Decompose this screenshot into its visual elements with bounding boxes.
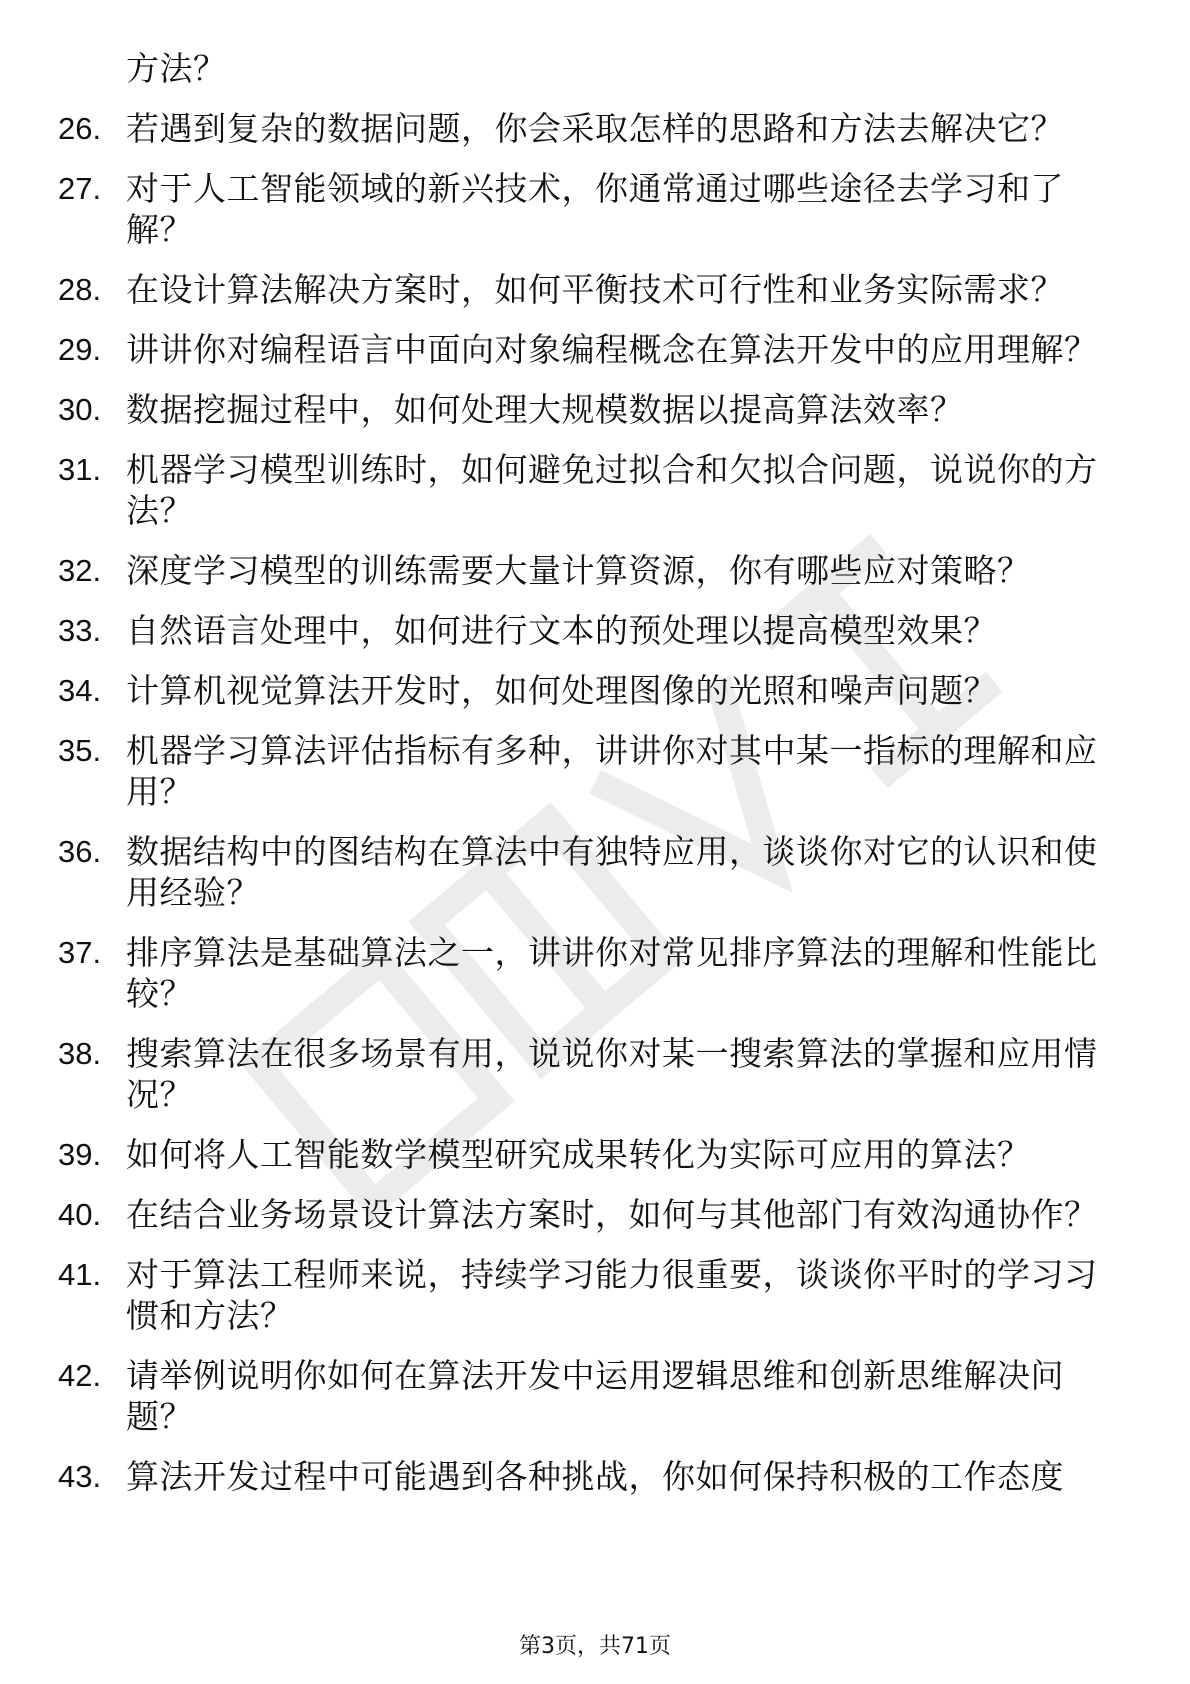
question-text: 数据挖掘过程中，如何处理大规模数据以提高算法效率？ bbox=[126, 390, 964, 429]
question-item bbox=[0, 932, 1190, 1014]
question-number: 43. bbox=[58, 1459, 102, 1494]
question-item bbox=[0, 550, 1190, 591]
question-number: 39. bbox=[58, 1137, 102, 1172]
question-item bbox=[0, 168, 1190, 250]
question-item bbox=[0, 1194, 1190, 1235]
question-text: 自然语言处理中，如何进行文本的预处理以提高模型效果？ bbox=[126, 611, 997, 650]
question-number: 34. bbox=[58, 673, 102, 708]
question-number: 30. bbox=[58, 392, 102, 427]
question-item bbox=[0, 730, 1190, 812]
question-text: 在结合业务场景设计算法方案时，如何与其他部门有效沟通协作？ bbox=[126, 1195, 1098, 1234]
question-text: 讲讲你对编程语言中面向对象编程概念在算法开发中的应用理解？ bbox=[126, 330, 1098, 369]
question-text: 若遇到复杂的数据问题，你会采取怎样的思路和方法去解决它？ bbox=[126, 109, 1064, 148]
question-number: 40. bbox=[58, 1197, 102, 1232]
question-item bbox=[0, 329, 1190, 370]
question-item bbox=[0, 670, 1190, 711]
question-item bbox=[0, 449, 1190, 531]
question-number: 33. bbox=[58, 613, 102, 648]
question-number: 28. bbox=[58, 272, 102, 307]
question-item bbox=[0, 610, 1190, 651]
question-item bbox=[0, 389, 1190, 430]
question-item bbox=[0, 1456, 1190, 1497]
question-number: 38. bbox=[58, 1036, 102, 1071]
question-text: 在设计算法解决方案时，如何平衡技术可行性和业务实际需求？ bbox=[126, 270, 1064, 309]
question-text: 请举例说明你如何在算法开发中运用逻辑思维和创新思维解决问题？ bbox=[126, 1356, 1064, 1436]
question-item bbox=[0, 269, 1190, 310]
question-text: 计算机视觉算法开发时，如何处理图像的光照和噪声问题？ bbox=[126, 671, 997, 710]
question-list bbox=[0, 48, 1190, 1516]
question-text: 如何将人工智能数学模型研究成果转化为实际可应用的算法？ bbox=[126, 1135, 1031, 1174]
question-number: 37. bbox=[58, 935, 102, 970]
question-number: 36. bbox=[58, 834, 102, 869]
question-text: 机器学习模型训练时，如何避免过拟合和欠拟合问题，说说你的方法？ bbox=[126, 450, 1098, 530]
question-item bbox=[0, 1033, 1190, 1115]
question-number: 31. bbox=[58, 452, 102, 487]
question-text: 方法？ bbox=[126, 49, 227, 88]
question-item bbox=[0, 48, 1190, 89]
page-footer: 第3页，共71页 bbox=[519, 1634, 671, 1659]
question-text: 对于算法工程师来说，持续学习能力很重要，谈谈你平时的学习习惯和方法？ bbox=[126, 1255, 1098, 1335]
question-number: 42. bbox=[58, 1358, 102, 1393]
question-text: 排序算法是基础算法之一，讲讲你对常见排序算法的理解和性能比较？ bbox=[126, 933, 1098, 1013]
question-item bbox=[0, 1355, 1190, 1437]
question-text: 深度学习模型的训练需要大量计算资源，你有哪些应对策略？ bbox=[126, 551, 1031, 590]
question-number: 27. bbox=[58, 171, 102, 206]
question-number: 32. bbox=[58, 553, 102, 588]
question-number: 26. bbox=[58, 111, 102, 146]
question-number: 35. bbox=[58, 733, 102, 768]
question-number: 41. bbox=[58, 1257, 102, 1292]
question-text: 数据结构中的图结构在算法中有独特应用，谈谈你对它的认识和使用经验？ bbox=[126, 832, 1098, 912]
question-item bbox=[0, 831, 1190, 913]
question-item bbox=[0, 1134, 1190, 1175]
question-item bbox=[0, 108, 1190, 149]
question-text: 机器学习算法评估指标有多种，讲讲你对其中某一指标的理解和应用？ bbox=[126, 731, 1098, 811]
question-text: 搜索算法在很多场景有用，说说你对某一搜索算法的掌握和应用情况？ bbox=[126, 1034, 1098, 1114]
question-item bbox=[0, 1254, 1190, 1336]
question-number: 29. bbox=[58, 332, 102, 367]
question-text: 算法开发过程中可能遇到各种挑战，你如何保持积极的工作态度 bbox=[126, 1457, 1064, 1496]
question-text: 对于人工智能领域的新兴技术，你通常通过哪些途径去学习和了解？ bbox=[126, 169, 1064, 249]
